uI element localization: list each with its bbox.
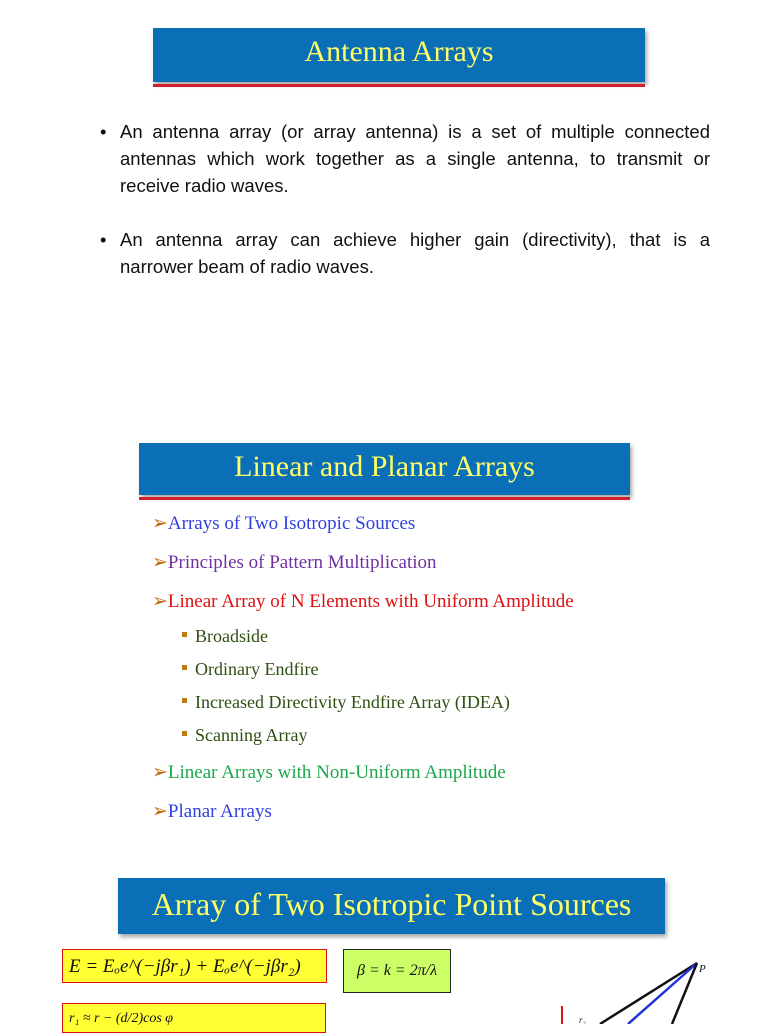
field-equation: E = Eₒe^(−jβr₁) + Eₒe^(−jβr₂) xyxy=(69,956,301,977)
subtopic-text: Increased Directivity Endfire Array (IDEA) xyxy=(195,692,510,712)
slide3-title: Array of Two Isotropic Point Sources xyxy=(151,886,632,922)
bullet-text: An antenna array can achieve higher gain (directivity), that is a narrower beam of radio waves. xyxy=(120,229,710,277)
ray-line xyxy=(600,963,697,1024)
bullet-dot: • xyxy=(100,229,107,250)
arrow-bullet-icon: ➢ xyxy=(152,513,168,534)
topic-text: Linear Arrays with Non-Uniform Amplitude xyxy=(167,762,506,783)
subtopic-text: Scanning Array xyxy=(195,725,308,745)
arrow-bullet-icon: ➢ xyxy=(152,552,168,573)
arrow-bullet-icon: ➢ xyxy=(152,801,168,822)
ray-line xyxy=(628,963,697,1024)
slide2-title: Linear and Planar Arrays xyxy=(234,450,535,483)
subtopic-text: Ordinary Endfire xyxy=(195,659,319,679)
r2-label: r₂ xyxy=(579,1015,586,1024)
subtopic-text: Broadside xyxy=(195,626,268,646)
bullet-text: An antenna array (or array antenna) is a set of multiple connected antennas which work together as a single antenna, to transmit or receive radio waves. xyxy=(120,121,710,196)
topic-text: Principles of Pattern Multiplication xyxy=(167,552,437,573)
arrow-bullet-icon: ➢ xyxy=(152,591,168,612)
wavenumber-equation: β = k = 2π/λ xyxy=(356,962,438,979)
bullet-dot: • xyxy=(100,121,107,142)
topic-text: Linear Array of N Elements with Uniform Amplitude xyxy=(167,591,574,612)
arrow-bullet-icon: ➢ xyxy=(152,762,168,783)
point-p-label: P xyxy=(699,963,706,975)
topic-text: Arrays of Two Isotropic Sources xyxy=(167,513,416,534)
path-approx-equation: r₁ ≈ r − (d/2)cos φ xyxy=(69,1011,174,1026)
slide1-title: Antenna Arrays xyxy=(304,35,494,68)
topic-text: Planar Arrays xyxy=(167,801,272,822)
